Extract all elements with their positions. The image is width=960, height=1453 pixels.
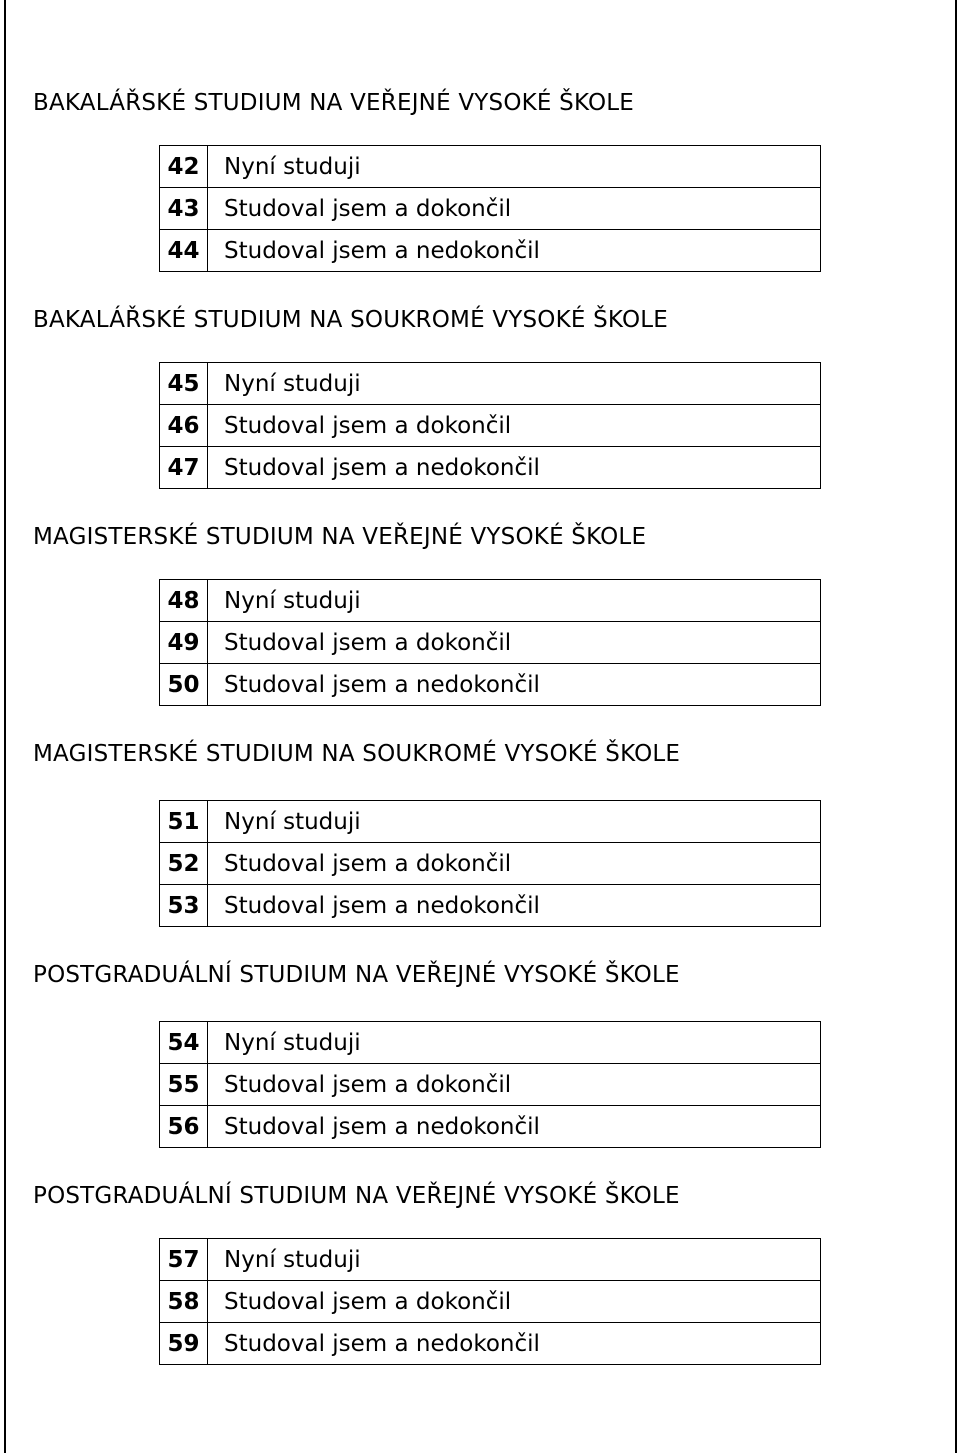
option-number: 47	[160, 447, 208, 489]
option-row[interactable]	[160, 1239, 821, 1281]
option-row[interactable]	[160, 1106, 821, 1148]
option-number: 55	[160, 1064, 208, 1106]
option-label: Studoval jsem a dokončil	[208, 1281, 821, 1323]
option-row[interactable]	[160, 1281, 821, 1323]
option-label: Studoval jsem a nedokončil	[208, 1323, 821, 1365]
option-row[interactable]	[160, 580, 821, 622]
option-label: Studoval jsem a dokončil	[208, 188, 821, 230]
option-number: 57	[160, 1239, 208, 1281]
option-row[interactable]	[160, 664, 821, 706]
section-heading: POSTGRADUÁLNÍ STUDIUM NA VEŘEJNÉ VYSOKÉ ŠKOLE	[33, 962, 680, 988]
option-number: 52	[160, 843, 208, 885]
option-row[interactable]	[160, 363, 821, 405]
option-label: Studoval jsem a nedokončil	[208, 885, 821, 927]
option-number: 48	[160, 580, 208, 622]
option-table	[159, 579, 821, 706]
option-number: 51	[160, 801, 208, 843]
option-number: 54	[160, 1022, 208, 1064]
option-table	[159, 800, 821, 927]
option-table	[159, 1238, 821, 1365]
option-number: 43	[160, 188, 208, 230]
section-heading: POSTGRADUÁLNÍ STUDIUM NA VEŘEJNÉ VYSOKÉ ŠKOLE	[33, 1183, 680, 1209]
option-label: Studoval jsem a dokončil	[208, 622, 821, 664]
option-label: Nyní studuji	[208, 146, 821, 188]
option-table	[159, 362, 821, 489]
option-number: 49	[160, 622, 208, 664]
option-row[interactable]	[160, 1064, 821, 1106]
option-label: Nyní studuji	[208, 801, 821, 843]
section-heading: MAGISTERSKÉ STUDIUM NA SOUKROMÉ VYSOKÉ ŠKOLE	[33, 741, 681, 767]
option-number: 46	[160, 405, 208, 447]
option-row[interactable]	[160, 146, 821, 188]
option-label: Studoval jsem a nedokončil	[208, 447, 821, 489]
option-row[interactable]	[160, 843, 821, 885]
option-number: 45	[160, 363, 208, 405]
option-number: 53	[160, 885, 208, 927]
option-number: 44	[160, 230, 208, 272]
option-label: Studoval jsem a dokončil	[208, 405, 821, 447]
option-row[interactable]	[160, 1022, 821, 1064]
section-heading: BAKALÁŘSKÉ STUDIUM NA VEŘEJNÉ VYSOKÉ ŠKOLE	[33, 90, 635, 116]
option-label: Nyní studuji	[208, 1239, 821, 1281]
section-heading: MAGISTERSKÉ STUDIUM NA VEŘEJNÉ VYSOKÉ ŠKOLE	[33, 524, 647, 550]
page-border-right	[955, 0, 957, 1453]
option-number: 42	[160, 146, 208, 188]
option-row[interactable]	[160, 885, 821, 927]
option-label: Studoval jsem a dokončil	[208, 843, 821, 885]
option-label: Nyní studuji	[208, 580, 821, 622]
option-row[interactable]	[160, 622, 821, 664]
option-label: Studoval jsem a nedokončil	[208, 230, 821, 272]
option-number: 59	[160, 1323, 208, 1365]
option-table	[159, 1021, 821, 1148]
option-table	[159, 145, 821, 272]
option-label: Studoval jsem a nedokončil	[208, 664, 821, 706]
option-row[interactable]	[160, 230, 821, 272]
option-row[interactable]	[160, 801, 821, 843]
section-heading: BAKALÁŘSKÉ STUDIUM NA SOUKROMÉ VYSOKÉ ŠKOLE	[33, 307, 669, 333]
option-row[interactable]	[160, 188, 821, 230]
option-row[interactable]	[160, 447, 821, 489]
option-row[interactable]	[160, 1323, 821, 1365]
option-label: Studoval jsem a nedokončil	[208, 1106, 821, 1148]
option-label: Nyní studuji	[208, 1022, 821, 1064]
page-border-left	[4, 0, 6, 1453]
option-number: 56	[160, 1106, 208, 1148]
option-row[interactable]	[160, 405, 821, 447]
option-label: Studoval jsem a dokončil	[208, 1064, 821, 1106]
option-number: 58	[160, 1281, 208, 1323]
option-label: Nyní studuji	[208, 363, 821, 405]
option-number: 50	[160, 664, 208, 706]
